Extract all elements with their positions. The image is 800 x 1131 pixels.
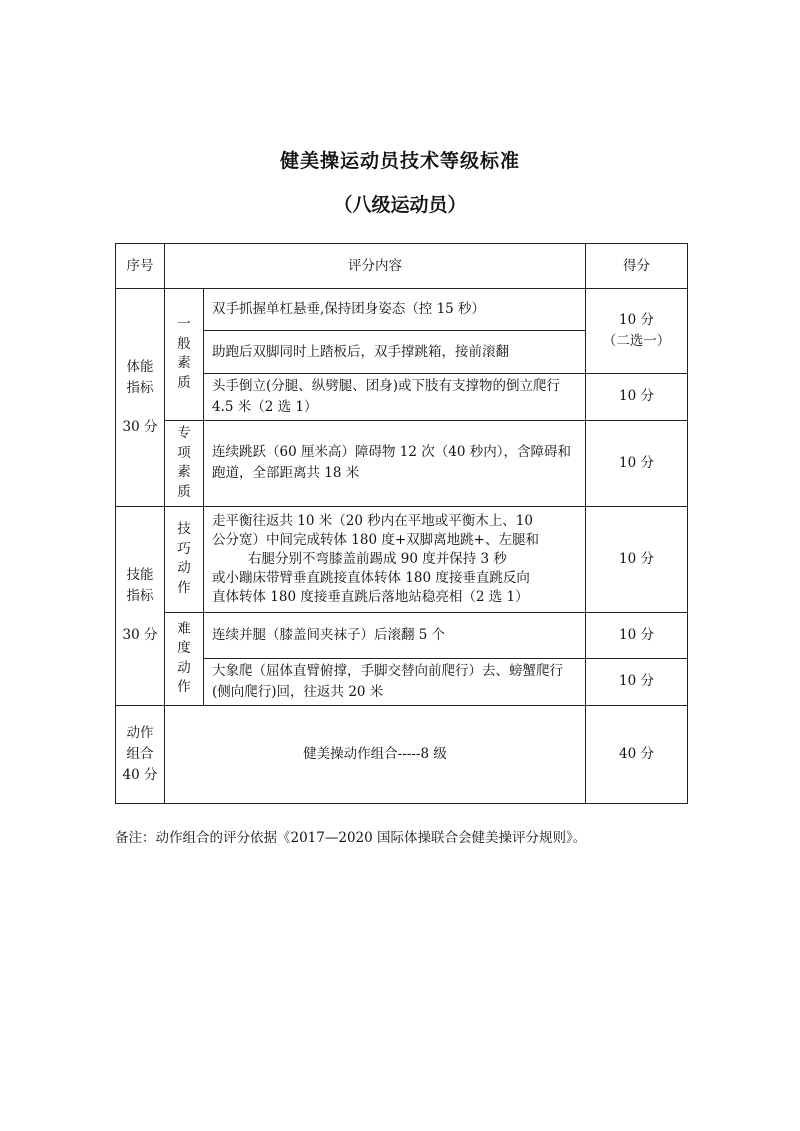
special-quality-label: 专 项 素 质 (165, 420, 204, 506)
difficulty-item-2: 大象爬（屈体直臂俯撑，手脚交替向前爬行）去、螃蟹爬行(侧向爬行)回，往返共 20 米 (204, 658, 586, 705)
skill-label (116, 506, 165, 705)
special-score-1: 10 分 (586, 420, 688, 506)
combo-label: 动作 组合 40 分 (116, 705, 165, 803)
physical-points: 30 分 (122, 418, 158, 435)
technique-score-1: 10 分 (586, 506, 688, 612)
header-content: 评分内容 (165, 244, 586, 289)
difficulty-score-2: 10 分 (586, 658, 688, 705)
difficulty-score-1: 10 分 (586, 612, 688, 658)
combo-content: 健美操动作组合-----8 级 (165, 705, 586, 803)
skill-label-line2: 指标 (126, 588, 154, 605)
physical-label (116, 289, 165, 507)
combo-score: 40 分 (586, 705, 688, 803)
skill-label-line1: 技能 (126, 567, 154, 584)
technique-item-1: 走平衡往返共 10 米（20 秒内在平地或平衡木上、10 公分宽）中间完成转体 180 度+双脚离地跳+、左腿和 右腿分别不弯膝盖前踢成 90 度并保持 3 秒 或小蹦床带臂垂直跳接直体转体 180 度接垂直跳反向 直体转体 180 度接垂直跳后落地站稳亮相（2 选 1） (204, 506, 586, 612)
document-title: 健美操运动员技术等级标准 (279, 150, 520, 172)
technique-label: 技 巧 动 作 (165, 506, 204, 612)
general-item-2: 助跑后双脚同时上踏板后，双手撑跳箱，接前滚翻 (204, 331, 586, 374)
physical-label-line2: 指标 (126, 379, 154, 396)
header-score: 得分 (586, 244, 688, 289)
special-item-1: 连续跳跃（60 厘米高）障碍物 12 次（40 秒内），含障碍和跑道，全部距离共 18 米 (204, 420, 586, 506)
difficulty-label: 难 度 动 作 (165, 612, 204, 705)
document-subtitle: （八级运动员） (333, 194, 467, 216)
general-item-1: 双手抓握单杠悬垂,保持团身姿态（控 15 秒） (204, 289, 586, 331)
footnote: 备注：动作组合的评分依据《2017—2020 国际体操联合会健美操评分规则》。 (115, 830, 587, 846)
general-score-3: 10 分 (586, 374, 688, 421)
standards-table (115, 243, 688, 804)
difficulty-item-1: 连续并腿（膝盖间夹袜子）后滚翻 5 个 (204, 612, 586, 658)
general-quality-label: 一 般 素 质 (165, 289, 204, 421)
skill-points: 30 分 (122, 627, 158, 644)
header-no: 序号 (116, 244, 165, 289)
general-score-12: 10 分 （二选一） (586, 289, 688, 374)
general-item-3: 头手倒立(分腿、纵劈腿、团身)或下肢有支撑物的倒立爬行 4.5 米（2 选 1） (204, 374, 586, 421)
physical-label-line1: 体能 (126, 359, 154, 376)
